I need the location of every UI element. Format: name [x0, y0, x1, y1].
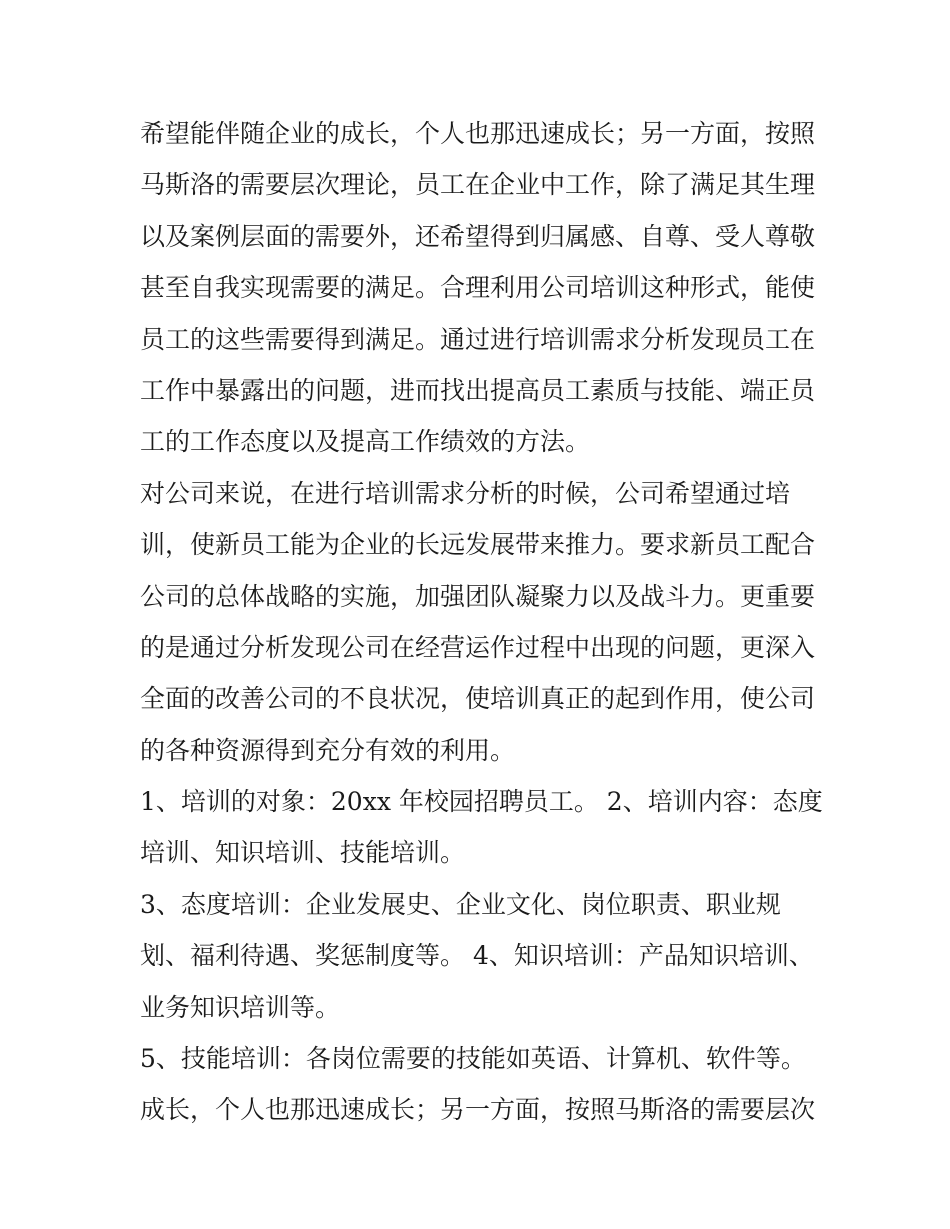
text-line-10: 公司的总体战略的实施，加强团队凝聚力以及战斗力。更重要 [140, 581, 816, 611]
text-line-3: 以及案例层面的需要外，还希望得到归属感、自尊、受人尊敬 [140, 221, 816, 251]
text-line-8: 对公司来说，在进行培训需求分析的时候，公司希望通过培 [140, 478, 791, 508]
text-line-20: 成长，个人也那迅速成长；另一方面，按照马斯洛的需要层次 [140, 1095, 816, 1125]
text-line-17: 划、福利待遇、奖惩制度等。 4、知识培训：产品知识培训、 [140, 941, 814, 971]
text-line-9: 训，使新员工能为企业的长远发展带来推力。要求新员工配合 [140, 530, 816, 560]
text-line-11: 的是通过分析发现公司在经营运作过程中出现的问题，更深入 [140, 632, 816, 662]
text-line-5: 员工的这些需要得到满足。通过进行培训需求分析发现员工在 [140, 324, 816, 354]
text-line-7: 工的工作态度以及提高工作绩效的方法。 [140, 427, 591, 457]
text-line-2: 马斯洛的需要层次理论，员工在企业中工作，除了满足其生理 [140, 170, 816, 200]
text-line-16: 3、态度培训：企业发展史、企业文化、岗位职责、职业规 [140, 889, 781, 919]
text-line-18: 业务知识培训等。 [140, 992, 341, 1022]
body-text [140, 108, 830, 1136]
text-line-12: 全面的改善公司的不良状况，使培训真正的起到作用，使公司 [140, 684, 816, 714]
text-line-1: 希望能伴随企业的成长，个人也那迅速成长；另一方面，按照 [140, 119, 816, 148]
text-line-4: 甚至自我实现需要的满足。合理利用公司培训这种形式，能使 [140, 273, 816, 303]
text-line-19: 5、技能培训：各岗位需要的技能如英语、计算机、软件等。 [140, 1044, 806, 1074]
text-line-13: 的各种资源得到充分有效的利用。 [140, 735, 516, 765]
text-line-14: 1、培训的对象：20xx 年校园招聘员工。 2、培训内容：态度 [140, 787, 823, 817]
text-line-15: 培训、知识培训、技能培训。 [140, 838, 466, 868]
text-line-6: 工作中暴露出的问题，进而找出提高员工素质与技能、端正员 [140, 375, 816, 405]
